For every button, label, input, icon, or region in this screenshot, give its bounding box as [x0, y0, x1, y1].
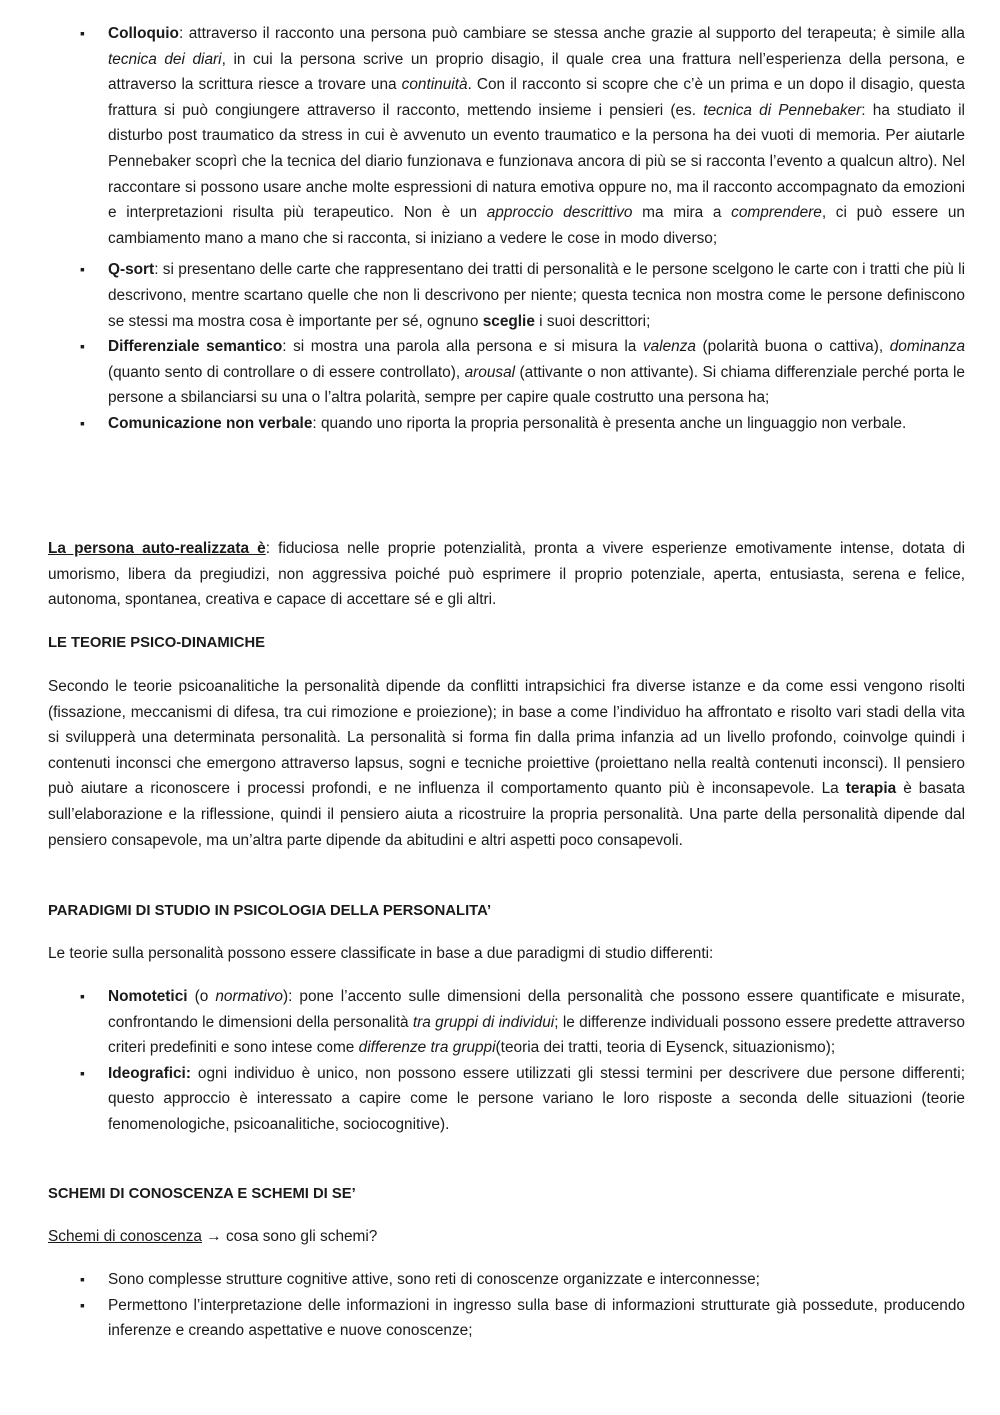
section-title: PARADIGMI DI STUDIO IN PSICOLOGIA DELLA PERSONALITA’: [48, 903, 492, 919]
schemi-list: [0, 1267, 1000, 1344]
paradigms-list: [0, 984, 1000, 1138]
section-title: SCHEMI DI CONOSCENZA E SCHEMI DI SE’: [48, 1186, 356, 1202]
techniques-list: [0, 21, 1000, 437]
bullet-icon: ▪: [80, 1271, 85, 1287]
bullet-icon: ▪: [80, 261, 85, 278]
psicodinamiche-paragraph: Secondo le teorie psicoanalitiche la personalità dipende da conflitti intrapsichici fra diverse istanze e da come essi vengono risolti (fissazione, meccanismi di difesa, tra cui rimozione e proiezione); in base a come l’individuo ha affrontato e risolto vari stadi della vita si svilupperà una determinata personalità. La personalità si forma fin dalla prima infanzia ad un livello profondo, coinvolge quindi i contenuti inconsci che emergono attraverso lapsus, sogni e tecniche proiettive (proiettano nella realtà contenuti inconsci). Il pensiero può aiutare a riconoscere i processi profondi, e ne influenza il comportamento quanto più è inconsapevole. La terapia è basata sull’elaborazione e la riflessione, quindi il pensiero aiuta a ricostruire la propria personalità. Una parte della personalità dipende dal pensiero consapevole, ma un’altra parte dipende da abitudini e altri aspetti poco consapevoli.: [48, 678, 965, 849]
bullet-icon: ▪: [80, 1064, 85, 1081]
schemi-subtitle: Schemi di conoscenza → cosa sono gli schemi?: [48, 1228, 378, 1245]
list-item: ▪ Sono complesse strutture cognitive attive, sono reti di conoscenze organizzate e interconnesse;: [0, 1267, 1000, 1293]
list-item: ▪ Q-sort: si presentano delle carte che rappresentano dei tratti di personalità e le persone scelgono le carte con i tratti che più li descrivono, mentre scartano quelle che non li descrivono per niente; questa tecnica non mostra come le persone definiscono se stessi ma mostra cosa è importante per sé, ognuno sceglie i suoi descrittori;: [0, 257, 1000, 334]
section-title: LE TEORIE PSICO-DINAMICHE: [48, 635, 266, 651]
bullet-icon: ▪: [80, 25, 85, 41]
list-item: ▪ Permettono l’interpretazione delle informazioni in ingresso sulla base di informazioni strutturate già possedute, producendo inferenze e creando aspettative e nuove conoscenze;: [0, 1293, 1000, 1344]
list-item: ▪ Ideografici: ogni individuo è unico, non possono essere utilizzati gli stessi termini per descrivere due persone differenti; questo approccio è interessato a capire come le persone variano le loro risposte a seconda delle situazioni (teorie fenomenologiche, psicoanalitiche, sociocognitive).: [0, 1061, 1000, 1138]
bullet-icon: ▪: [80, 988, 85, 1004]
autorealizzata-paragraph: La persona auto-realizzata è: fiduciosa nelle proprie potenzialità, pronta a vivere esperienze emotivamente intense, dotata di umorismo, libera da pregiudizi, non aggressiva poiché può esprimere il proprio potenziale, aperta, entusiasta, serena e felice, autonoma, spontanea, creativa e capace di accettare sé e gli altri.: [48, 540, 965, 609]
bullet-icon: ▪: [80, 414, 85, 431]
bullet-icon: ▪: [80, 1296, 85, 1313]
bullet-icon: ▪: [80, 338, 85, 355]
list-item: ▪ Colloquio: attraverso il racconto una persona può cambiare se stessa anche grazie al supporto del terapeuta; è simile alla tecnica dei diari, in cui la persona scrive un proprio disagio, il quale crea una frattura nell’esperienza della persona, e attraverso la scrittura riesce a trovare una continuità. Con il racconto si scopre che c’è un prima e un dopo il disagio, questa frattura si può congiungere attraverso il racconto, mettendo insieme i pensieri (es. tecnica di Pennebaker: ha studiato il disturbo post traumatico da stress in cui è avvenuto un evento traumatico e la persona ha dei vuoti di memoria. Per aiutarle Pennebaker scoprì che la tecnica del diario funzionava e funzionava ancora di più se si racconta l’evento a qualcun altro). Nel raccontare si possono usare anche molte espressioni di natura emotiva oppure no, ma il racconto accompagnato da emozioni e interpretazioni risulta più terapeutico. Non è un approccio descrittivo ma mira a comprendere, ci può essere un cambiamento mano a mano che si racconta, si iniziano a vedere le cose in modo diverso;: [0, 21, 1000, 251]
paradigmi-intro: Le teorie sulla personalità possono essere classificate in base a due paradigmi di studio differenti:: [48, 945, 714, 962]
list-item: ▪ Nomotetici (o normativo): pone l’accento sulle dimensioni della personalità che possono essere quantificate e misurate, confrontando le dimensioni della personalità tra gruppi di individui; le differenze individuali possono essere predette attraverso criteri predefiniti e sono intese come differenze tra gruppi(teoria dei tratti, teoria di Eysenck, situazionismo);: [0, 984, 1000, 1061]
list-item: ▪ Differenziale semantico: si mostra una parola alla persona e si misura la valenza (polarità buona o cattiva), dominanza (quanto sento di controllare o di essere controllato), arousal (attivante o non attivante). Si chiama differenziale perché porta le persone a sbilanciarsi su una o l’altra polarità, sempre per capire quale costrutto una persona ha;: [0, 334, 1000, 411]
list-item: ▪ Comunicazione non verbale: quando uno riporta la propria personalità è presenta anche un linguaggio non verbale.: [0, 411, 1000, 437]
